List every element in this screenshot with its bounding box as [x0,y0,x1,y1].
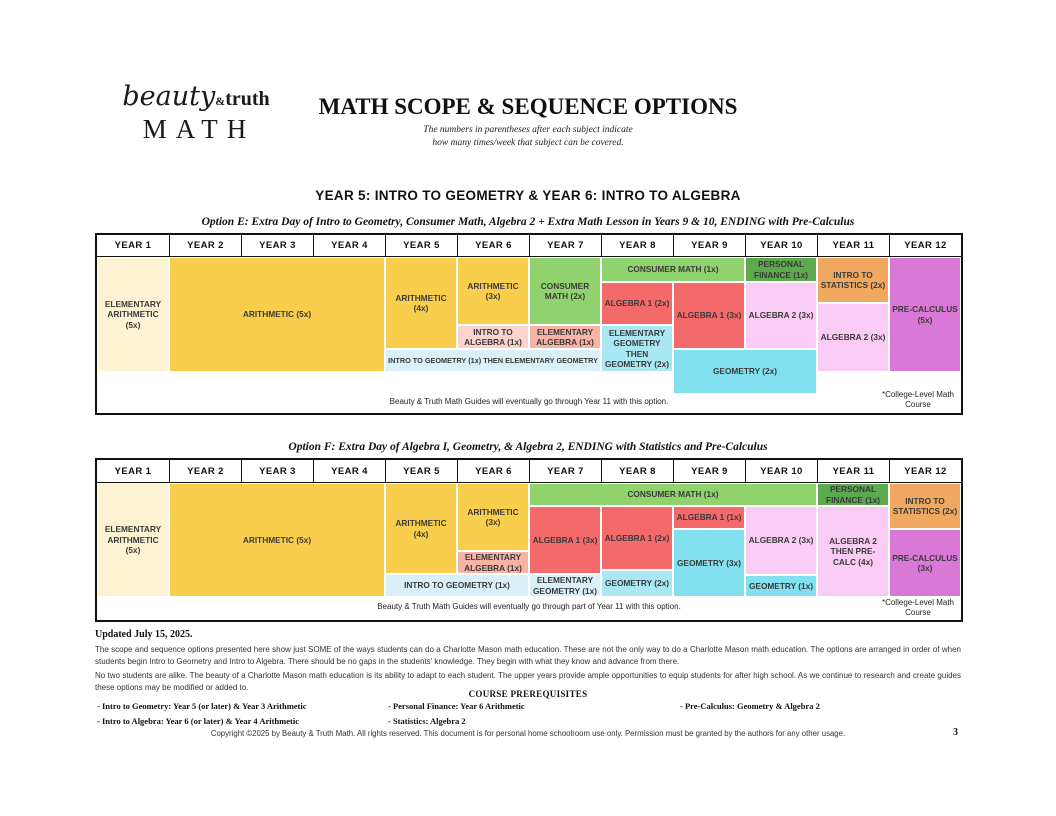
course-cell: ARITHMETIC (4x) [385,483,457,574]
course-cell: ALGEBRA 2 (3x) [817,303,889,372]
year-header: YEAR 12 [889,235,961,257]
course-cell: ELEMENTARY ALGEBRA (1x) [529,325,601,349]
course-cell: PRE-CALCULUS (3x) [889,529,961,597]
option-f-title: Option F: Extra Day of Algebra I, Geometry, & Algebra 2, ENDING with Statistics and Pre-Calculus [288,441,768,453]
year-header: YEAR 9 [673,235,745,257]
logo-math-text: MATH [142,114,256,144]
course-cell: ALGEBRA 1 (2x) [601,282,673,325]
course-cell: GEOMETRY (1x) [745,575,817,597]
course-cell: ARITHMETIC (4x) [385,257,457,349]
year-header: YEAR 6 [457,460,529,483]
page-title: MATH SCOPE & SEQUENCE OPTIONS [318,94,738,119]
year-header: YEAR 9 [673,460,745,483]
course-cell: ELEMENTARY GEOMETRY (1x) [529,574,601,597]
notes-paragraph-2: No two students are alike. The beauty of a Charlotte Mason math education is its ability to adapt to each student. The upper years provide ample opportunities to equip students for after high school. As we continue to research and create guides these options may be modified or added to. [95,671,961,692]
year-header: YEAR 11 [817,235,889,257]
prerequisite-item: - Intro to Geometry: Year 5 (or later) & Year 3 Arithmetic [97,701,307,711]
year-header: YEAR 7 [529,460,601,483]
course-cell: ALGEBRA 1 (2x) [601,506,673,570]
prerequisites-column-2 [388,701,668,731]
logo-ampersand: & [215,94,226,108]
prerequisites-heading: COURSE PREREQUISITES [468,689,588,699]
year-header: YEAR 12 [889,460,961,483]
prerequisite-item: - Personal Finance: Year 6 Arithmetic [388,701,525,711]
course-cell: INTRO TO STATISTICS (2x) [889,483,961,529]
year-header: YEAR 3 [241,460,313,483]
course-cell: ALGEBRA 1 (3x) [673,282,745,349]
course-cell: PRE-CALCULUS (5x) [889,257,961,372]
page-subtitle [0,124,1056,150]
course-cell: INTRO TO STATISTICS (2x) [817,257,889,303]
course-cell: ELEMENTARY ARITHMETIC (5x) [97,483,169,597]
year-header: YEAR 11 [817,460,889,483]
course-cell: ALGEBRA 2 (3x) [745,506,817,575]
course-cell: ELEMENTARY ARITHMETIC (5x) [97,257,169,372]
logo-beauty-text: beauty [122,81,216,112]
course-cell: CONSUMER MATH (2x) [529,257,601,325]
year-header: YEAR 10 [745,235,817,257]
option-e-footer-note: Beauty & Truth Math Guides will eventually go through Year 11 with this option. [389,397,669,406]
course-cell: INTRO TO ALGEBRA (1x) [457,325,529,349]
year-header: YEAR 2 [169,460,241,483]
prerequisite-item: - Statistics: Algebra 2 [388,716,466,726]
logo-truth-text: truth [225,88,270,110]
option-f-table [95,458,963,622]
prerequisite-item: - Pre-Calculus: Geometry & Algebra 2 [680,701,820,711]
section-title: YEAR 5: INTRO TO GEOMETRY & YEAR 6: INTRO TO ALGEBRA [315,188,741,203]
course-cell: CONSUMER MATH (1x) [529,483,817,506]
year-header: YEAR 5 [385,460,457,483]
option-f-footer-note: Beauty & Truth Math Guides will eventually go through part of Year 11 with this option. [377,602,681,611]
subtitle-line-2: how many times/week that subject can be covered. [432,137,624,148]
course-cell: CONSUMER MATH (1x) [601,257,745,282]
course-cell: ARITHMETIC (3x) [457,483,529,551]
course-cell: ALGEBRA 2 (3x) [745,282,817,349]
option-f-college-note: *College-Level Math Course [881,598,955,618]
subtitle-line-1: The numbers in parentheses after each subject indicate [423,125,633,135]
year-header: YEAR 2 [169,235,241,257]
year-header: YEAR 5 [385,235,457,257]
course-cell: ELEMENTARY ALGEBRA (1x) [457,551,529,574]
year-header: YEAR 4 [313,235,385,257]
prerequisites-column-1 [97,701,397,731]
year-header: YEAR 3 [241,235,313,257]
year-header: YEAR 4 [313,460,385,483]
year-header: YEAR 1 [97,460,169,483]
notes-paragraph-1: The scope and sequence options presented here show just SOME of the ways students can do a Charlotte Mason math education. These are not the only way to do a Charlotte Mason math education. The options are arranged in order of when students begin Intro to Geometry and Intro to Algebra. There should be no gaps in the students' knowledge. They begin with what they know and advance from there. [95,645,961,666]
option-e-college-note: *College-Level Math Course [881,390,955,410]
course-cell: ALGEBRA 2 THEN PRE-CALC (4x) [817,506,889,597]
course-cell: ARITHMETIC (3x) [457,257,529,325]
year-header: YEAR 8 [601,460,673,483]
course-cell: ALGEBRA 1 (1x) [673,506,745,529]
prerequisite-item: - Intro to Algebra: Year 6 (or later) & Year 4 Arithmetic [97,716,299,726]
updated-date: Updated July 15, 2025. [95,629,193,640]
year-header: YEAR 6 [457,235,529,257]
year-header: YEAR 8 [601,235,673,257]
course-cell: INTRO TO GEOMETRY (1x) THEN ELEMENTARY GEOMETRY [385,349,601,372]
year-header: YEAR 1 [97,235,169,257]
course-cell: GEOMETRY (3x) [673,529,745,597]
option-e-table [95,233,963,415]
course-cell: ARITHMETIC (5x) [169,257,385,372]
year-header: YEAR 10 [745,460,817,483]
course-cell: PERSONAL FINANCE (1x) [817,483,889,506]
year-header: YEAR 7 [529,235,601,257]
course-cell: INTRO TO GEOMETRY (1x) [385,574,529,597]
course-cell: ELEMENTARY GEOMETRY THEN GEOMETRY (2x) [601,325,673,372]
course-cell: GEOMETRY (2x) [601,570,673,597]
prerequisites-column-3 [680,701,970,716]
course-cell: GEOMETRY (2x) [673,349,817,394]
course-cell: ALGEBRA 1 (3x) [529,506,601,574]
course-cell: ARITHMETIC (5x) [169,483,385,597]
course-cell: PERSONAL FINANCE (1x) [745,257,817,282]
page-number: 3 [953,727,958,738]
copyright-line: Copyright ©2025 by Beauty & Truth Math. All rights reserved. This document is for personal home schoolroom use only. Permission must be granted by the authors for any other usage. [210,729,846,738]
option-e-title: Option E: Extra Day of Intro to Geometry, Consumer Math, Algebra 2 + Extra Math Lesson in Years 9 & 10, ENDING with Pre-Calculus [201,216,855,228]
